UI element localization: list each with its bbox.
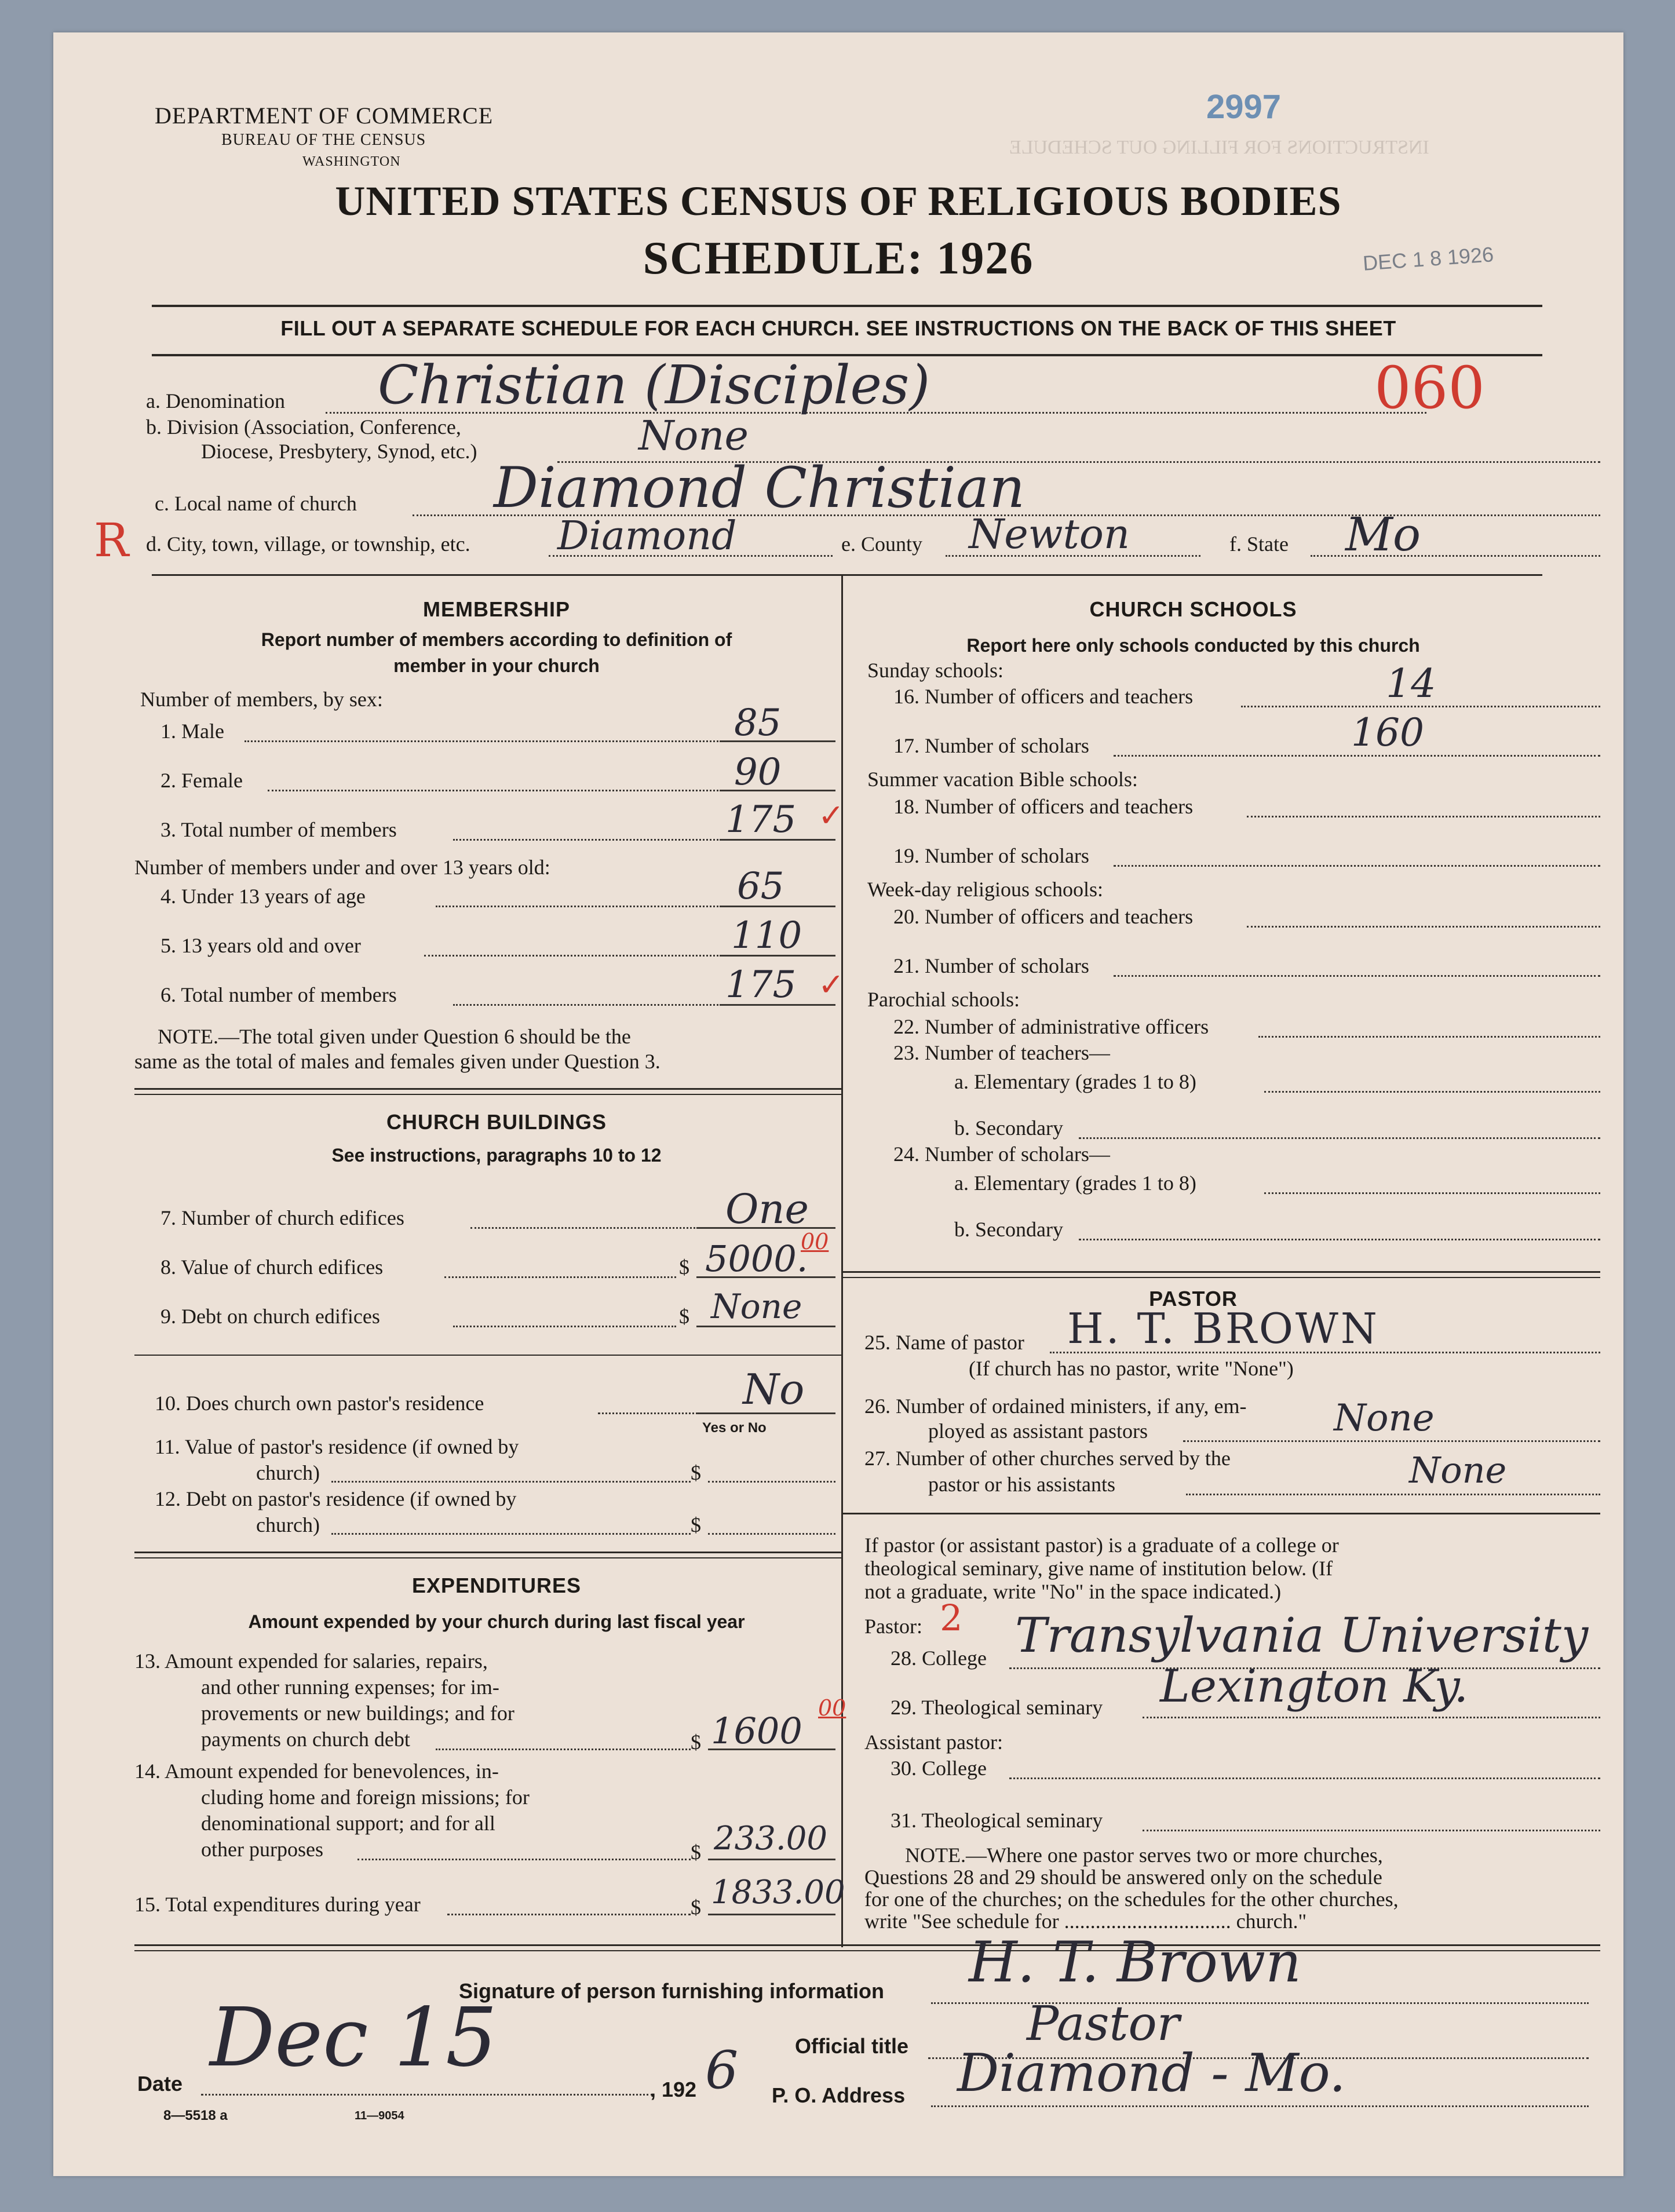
denomination-code: 060 — [1374, 354, 1485, 422]
pastor-note-3: for one of the churches; on the schedules for the other churches, — [864, 1888, 1399, 1911]
q13-label-1: 13. Amount expended for salaries, repairs, — [134, 1649, 488, 1673]
form-number-1: 8—5518 a — [163, 2108, 228, 2123]
q11-label-1: 11. Value of pastor's residence (if owned by — [155, 1435, 519, 1458]
column-divider — [841, 574, 843, 1947]
q27-label-2: pastor or his assistants — [928, 1473, 1115, 1496]
expenditures-sub: Amount expended by your church during last fiscal year — [248, 1611, 745, 1632]
q3-label: 3. Total number of members — [160, 818, 397, 841]
official-title-label: Official title — [795, 2034, 909, 2058]
schools-heading: CHURCH SCHOOLS — [1089, 597, 1297, 621]
q16-value[interactable]: 14 — [1386, 661, 1436, 707]
form-number-2: 11—9054 — [355, 2109, 404, 2122]
q9-label: 9. Debt on church edifices — [160, 1305, 380, 1328]
membership-note-1: NOTE.—The total given under Question 6 should be the — [158, 1025, 631, 1048]
q22-line — [1258, 1036, 1600, 1038]
church-name-label: c. Local name of church — [155, 492, 357, 515]
q20-label: 20. Number of officers and teachers — [893, 905, 1194, 928]
q14-line — [357, 1859, 691, 1860]
q12-line — [331, 1533, 691, 1535]
q13-line — [436, 1749, 691, 1750]
q18-label: 18. Number of officers and teachers — [893, 795, 1194, 818]
q1-value[interactable]: 85 — [734, 702, 782, 744]
division-label-1: b. Division (Association, Conference, — [146, 415, 461, 439]
graduate-note-1: If pastor (or assistant pastor) is a graduate of a college or — [864, 1534, 1339, 1557]
q2-label: 2. Female — [160, 769, 243, 792]
q13-label-3: provements or new buildings; and for — [201, 1702, 514, 1725]
q7-value[interactable]: One — [725, 1185, 809, 1233]
q5-label: 5. 13 years old and over — [160, 934, 361, 957]
q1-line — [245, 740, 743, 742]
q14-label-1: 14. Amount expended for benevolences, in- — [134, 1760, 499, 1783]
q8-line — [444, 1276, 676, 1278]
q29-value[interactable]: Lexington Ky. — [1160, 1660, 1469, 1713]
members-by-sex-label: Number of members, by sex: — [140, 688, 383, 711]
q27-line — [1186, 1494, 1600, 1495]
q21-label: 21. Number of scholars — [893, 954, 1089, 977]
q25-value[interactable]: H. T. BROWN — [1067, 1304, 1380, 1353]
q12-label-2: church) — [256, 1513, 320, 1536]
county-label: e. County — [841, 532, 922, 556]
signature-value[interactable]: H. T. Brown — [969, 1930, 1301, 1995]
asst-pastor-label: Assistant pastor: — [864, 1731, 1003, 1754]
q14-label-3: denominational support; and for all — [201, 1812, 495, 1835]
pastor-note-2: Questions 28 and 29 should be answered only on the schedule — [864, 1866, 1382, 1889]
q14-answer-line — [708, 1859, 835, 1860]
membership-sub-1: Report number of members according to definition of — [261, 629, 732, 650]
stamp-number: 2997 — [1206, 88, 1282, 126]
q30-label: 30. College — [891, 1757, 987, 1780]
q6-label: 6. Total number of members — [160, 983, 397, 1006]
q4-label: 4. Under 13 years of age — [160, 885, 366, 908]
q8-value[interactable]: 5000. — [705, 1238, 808, 1280]
received-date-stamp: DEC 1 8 1926 — [1362, 242, 1495, 275]
q12-answer-line — [708, 1533, 835, 1535]
yes-or-no-hint: Yes or No — [702, 1420, 767, 1436]
rule-buildings-2 — [134, 1552, 841, 1553]
city-value[interactable]: Diamond — [557, 513, 737, 559]
q14-label-4: other purposes — [201, 1838, 323, 1861]
po-address-line — [931, 2105, 1589, 2107]
q2-line — [268, 790, 743, 791]
q27-label-1: 27. Number of other churches served by the — [864, 1447, 1231, 1470]
q8-cents: 00 — [801, 1229, 829, 1254]
city-name: WASHINGTON — [302, 154, 401, 169]
q7-line — [470, 1227, 702, 1229]
q12-dollar: $ — [691, 1513, 701, 1536]
q15-label: 15. Total expenditures during year — [134, 1893, 421, 1916]
q17-value[interactable]: 160 — [1351, 710, 1424, 755]
q24-label: 24. Number of scholars— — [893, 1142, 1110, 1166]
rule-buildings-1 — [134, 1355, 841, 1356]
q2-value[interactable]: 90 — [734, 751, 782, 794]
graduate-note-3: not a graduate, write "No" in the space indicated.) — [864, 1580, 1282, 1603]
q9-line — [453, 1326, 676, 1327]
q14-value[interactable]: 233.00 — [714, 1820, 827, 1857]
q8-label: 8. Value of church edifices — [160, 1255, 384, 1279]
q26-label-1: 26. Number of ordained ministers, if any, em- — [864, 1395, 1247, 1418]
q15-dollar: $ — [691, 1896, 701, 1919]
q26-line — [1183, 1440, 1600, 1442]
county-value[interactable]: Newton — [969, 510, 1130, 558]
q24a-label: a. Elementary (grades 1 to 8) — [954, 1171, 1196, 1195]
bleed-through-text: INSTRUCTIONS FOR FILLING OUT SCHEDULE — [1009, 137, 1429, 158]
church-name-value[interactable]: Diamond Christian — [494, 455, 1026, 520]
q23a-line — [1264, 1091, 1600, 1093]
denomination-label: a. Denomination — [146, 389, 285, 413]
q23a-label: a. Elementary (grades 1 to 8) — [954, 1070, 1196, 1093]
rule-bottom-2 — [134, 1950, 1600, 1951]
q28-value[interactable]: Transylvania University — [1015, 1608, 1589, 1663]
q13-dollar: $ — [691, 1731, 701, 1754]
members-by-age-label: Number of members under and over 13 years old: — [134, 856, 550, 879]
q19-line — [1114, 865, 1600, 867]
rule-top-fields — [152, 574, 1542, 576]
q24b-line — [1079, 1239, 1600, 1240]
checker-mark-r: R — [94, 513, 129, 567]
q22-label: 22. Number of administrative officers — [893, 1015, 1209, 1038]
membership-heading: MEMBERSHIP — [422, 597, 571, 621]
q23-label: 23. Number of teachers— — [893, 1041, 1110, 1064]
summer-schools-label: Summer vacation Bible schools: — [867, 768, 1138, 791]
q26-value[interactable]: None — [1334, 1397, 1435, 1440]
state-value[interactable]: Mo — [1345, 508, 1421, 561]
q12-label-1: 12. Debt on pastor's residence (if owned by — [155, 1487, 517, 1510]
q17-line — [1114, 755, 1600, 757]
po-address-label: P. O. Address — [772, 2083, 906, 2107]
schedule-title: SCHEDULE: 1926 — [643, 233, 1034, 284]
q5-line — [424, 955, 743, 957]
q19-label: 19. Number of scholars — [893, 844, 1089, 867]
denomination-value[interactable]: Christian (Disciples) — [378, 354, 930, 416]
date-label: Date — [137, 2072, 183, 2096]
q15-answer-line — [708, 1914, 835, 1915]
q31-label: 31. Theological seminary — [891, 1809, 1103, 1832]
q6-line — [453, 1004, 743, 1006]
q6-value[interactable]: 175 — [725, 963, 797, 1006]
rule-pastor — [841, 1513, 1600, 1514]
q21-line — [1114, 975, 1600, 977]
division-value[interactable]: None — [638, 412, 749, 459]
date-line — [201, 2094, 653, 2096]
rule-schools-2 — [841, 1277, 1600, 1278]
instructions-banner: FILL OUT A SEPARATE SCHEDULE FOR EACH CHURCH. SEE INSTRUCTIONS ON THE BACK OF THIS SHEET — [280, 316, 1396, 340]
q11-dollar: $ — [691, 1461, 701, 1484]
q7-label: 7. Number of church edifices — [160, 1206, 404, 1229]
date-value[interactable]: Dec 15 — [210, 1991, 498, 2085]
rule-buildings-3 — [134, 1557, 841, 1558]
q13-label-2: and other running expenses; for im- — [201, 1676, 499, 1699]
pastor-sub-label: Pastor: — [864, 1615, 923, 1638]
year-digit[interactable]: 6 — [705, 2040, 739, 2101]
q5-value[interactable]: 110 — [731, 914, 802, 957]
q13-label-4: payments on church debt — [201, 1728, 410, 1751]
dept-name: DEPARTMENT OF COMMERCE — [155, 103, 494, 129]
q10-label: 10. Does church own pastor's residence — [155, 1392, 484, 1415]
q10-value[interactable]: No — [743, 1365, 805, 1414]
q11-line — [331, 1481, 691, 1483]
q1-label: 1. Male — [160, 720, 224, 743]
rule-bottom-1 — [134, 1944, 1600, 1946]
q13-cents: 00 — [818, 1695, 846, 1721]
buildings-heading: CHURCH BUILDINGS — [386, 1110, 607, 1134]
q23b-label: b. Secondary — [954, 1116, 1063, 1140]
pastor-heading: PASTOR — [1149, 1287, 1238, 1311]
q3-line — [453, 839, 743, 841]
q25-note: (If church has no pastor, write "None") — [969, 1357, 1294, 1380]
rule-schools-1 — [841, 1271, 1600, 1273]
q17-label: 17. Number of scholars — [893, 734, 1089, 757]
q24b-label: b. Secondary — [954, 1218, 1063, 1241]
bureau-name: BUREAU OF THE CENSUS — [221, 131, 426, 149]
q23b-line — [1079, 1137, 1600, 1139]
q14-label-2: cluding home and foreign missions; for — [201, 1786, 530, 1809]
q3-check-mark: ✓ — [818, 797, 845, 834]
q16-label: 16. Number of officers and teachers — [893, 685, 1194, 708]
q31-line — [1143, 1830, 1600, 1831]
schools-sub: Report here only schools conducted by this church — [966, 635, 1420, 656]
po-address-value[interactable]: Diamond - Mo. — [957, 2043, 1346, 2104]
membership-sub-2: member in your church — [393, 655, 600, 676]
state-label: f. State — [1229, 532, 1289, 556]
form-title: UNITED STATES CENSUS OF RELIGIOUS BODIES — [335, 178, 1342, 224]
buildings-sub: See instructions, paragraphs 10 to 12 — [331, 1145, 662, 1166]
pastor-note-4: write "See schedule for ................................ church." — [864, 1910, 1307, 1933]
q30-line — [1009, 1777, 1600, 1779]
q29-label: 29. Theological seminary — [891, 1696, 1103, 1719]
q15-value[interactable]: 1833.00 — [711, 1874, 845, 1911]
expenditures-heading: EXPENDITURES — [411, 1574, 582, 1597]
q29-line — [1143, 1717, 1600, 1718]
q4-line — [436, 906, 743, 907]
pastor-note-1: NOTE.—Where one pastor serves two or more churches, — [905, 1844, 1383, 1867]
q27-value[interactable]: None — [1409, 1449, 1507, 1491]
rule-membership-1 — [134, 1088, 841, 1090]
q8-dollar: $ — [679, 1255, 689, 1279]
sunday-schools-label: Sunday schools: — [867, 659, 1004, 682]
q13-value[interactable]: 1600 — [711, 1710, 802, 1752]
graduate-note-2: theological seminary, give name of institution below. (If — [864, 1557, 1333, 1580]
rule-membership-2 — [134, 1094, 841, 1095]
q26-label-2: ployed as assistant pastors — [928, 1419, 1148, 1443]
q6-check-mark: ✓ — [818, 966, 845, 1003]
q11-label-2: church) — [256, 1461, 320, 1484]
q25-label: 25. Name of pastor — [864, 1331, 1024, 1354]
pastor-mark: 2 — [940, 1597, 963, 1639]
q11-answer-line — [708, 1481, 835, 1483]
rule-top — [152, 305, 1542, 307]
q24a-line — [1264, 1192, 1600, 1194]
q9-value[interactable]: None — [711, 1287, 802, 1326]
official-title-value[interactable]: Pastor — [1027, 1996, 1180, 2052]
signature-label: Signature of person furnishing information — [459, 1979, 884, 2003]
q4-value[interactable]: 65 — [737, 865, 784, 908]
q15-line — [447, 1914, 691, 1915]
census-schedule-sheet — [53, 32, 1623, 2176]
q18-line — [1247, 816, 1600, 817]
q14-dollar: $ — [691, 1841, 701, 1864]
weekday-schools-label: Week-day religious schools: — [867, 878, 1104, 901]
q28-label: 28. College — [891, 1647, 987, 1670]
parochial-schools-label: Parochial schools: — [867, 988, 1020, 1011]
city-label: d. City, town, village, or township, etc. — [146, 532, 470, 556]
membership-note-2: same as the total of males and females given under Question 3. — [134, 1050, 660, 1073]
q10-line — [598, 1412, 702, 1414]
division-label-2: Diocese, Presbytery, Synod, etc.) — [201, 440, 477, 463]
q3-value[interactable]: 175 — [725, 798, 797, 841]
q9-dollar: $ — [679, 1305, 689, 1328]
q20-line — [1247, 926, 1600, 928]
year-prefix: , 192 — [650, 2078, 697, 2101]
